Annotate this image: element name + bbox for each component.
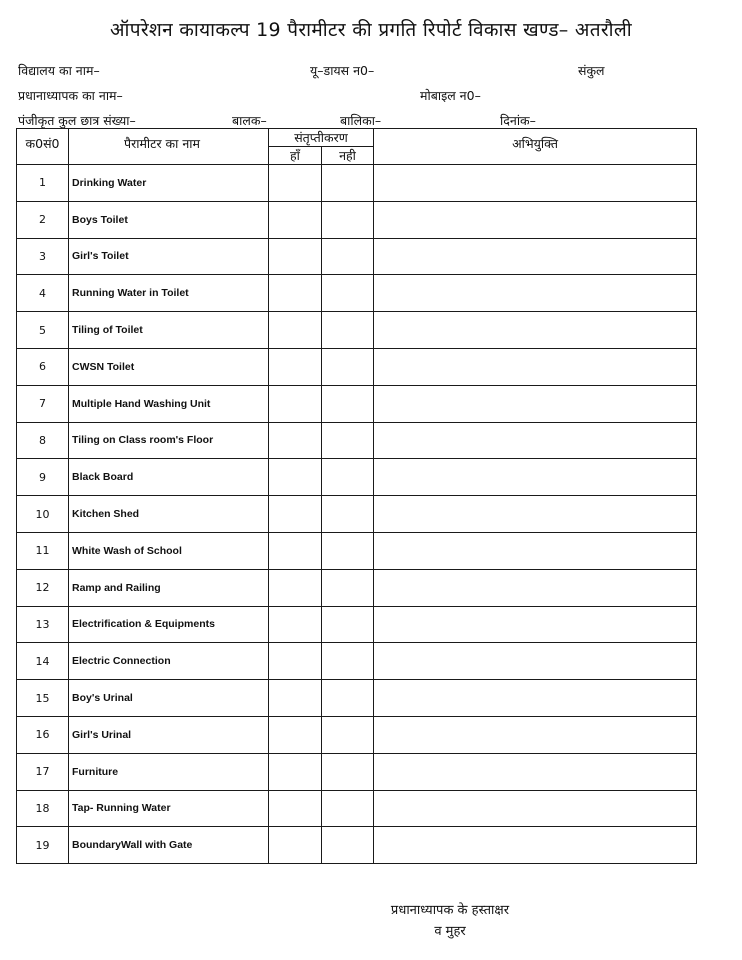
parameter-name-cell: Multiple Hand Washing Unit xyxy=(69,385,269,422)
serial-number-cell: 9 xyxy=(17,459,69,496)
no-cell[interactable] xyxy=(322,165,374,202)
serial-number-cell: 3 xyxy=(17,238,69,275)
serial-number-cell: 2 xyxy=(17,201,69,238)
table-row xyxy=(17,312,697,349)
parameter-name-cell: Electrification & Equipments xyxy=(69,606,269,643)
no-header: नही xyxy=(322,147,374,165)
serial-number-cell: 7 xyxy=(17,385,69,422)
table-row xyxy=(17,753,697,790)
no-cell[interactable] xyxy=(322,422,374,459)
remarks-cell[interactable] xyxy=(374,606,697,643)
yes-cell[interactable] xyxy=(269,827,322,864)
parameter-name-cell: Girl's Urinal xyxy=(69,716,269,753)
remarks-cell[interactable] xyxy=(374,716,697,753)
parameter-name-cell: White Wash of School xyxy=(69,532,269,569)
remarks-cell[interactable] xyxy=(374,165,697,202)
table-row xyxy=(17,606,697,643)
table-row xyxy=(17,165,697,202)
yes-cell[interactable] xyxy=(269,459,322,496)
table-row xyxy=(17,569,697,606)
table-row xyxy=(17,827,697,864)
parameter-name-cell: Tiling on Class room's Floor xyxy=(69,422,269,459)
total-students-label: पंजीकृत कुल छात्र संख्या– xyxy=(18,113,136,128)
signature-label: प्रधानाध्यापक के हस्ताक्षर xyxy=(390,903,510,918)
remarks-cell[interactable] xyxy=(374,496,697,533)
remarks-cell[interactable] xyxy=(374,827,697,864)
yes-cell[interactable] xyxy=(269,716,322,753)
sankul-label: संकुल xyxy=(578,63,605,78)
remarks-cell[interactable] xyxy=(374,312,697,349)
serial-header: क0सं0 xyxy=(17,129,69,165)
no-cell[interactable] xyxy=(322,716,374,753)
yes-cell[interactable] xyxy=(269,606,322,643)
no-cell[interactable] xyxy=(322,238,374,275)
parameter-table xyxy=(16,128,697,864)
table-row xyxy=(17,275,697,312)
udise-label: यू–डायस न0– xyxy=(310,63,375,78)
remarks-cell[interactable] xyxy=(374,680,697,717)
serial-number-cell: 16 xyxy=(17,716,69,753)
serial-number-cell: 4 xyxy=(17,275,69,312)
yes-cell[interactable] xyxy=(269,312,322,349)
mobile-label: मोबाइल न0– xyxy=(420,88,481,103)
table-row xyxy=(17,716,697,753)
school-name-label: विद्यालय का नाम– xyxy=(18,63,100,78)
parameter-name-cell: Drinking Water xyxy=(69,165,269,202)
girls-label: बालिका– xyxy=(340,113,382,128)
serial-number-cell: 19 xyxy=(17,827,69,864)
parameter-name-cell: Electric Connection xyxy=(69,643,269,680)
no-cell[interactable] xyxy=(322,275,374,312)
serial-number-cell: 8 xyxy=(17,422,69,459)
no-cell[interactable] xyxy=(322,496,374,533)
yes-cell[interactable] xyxy=(269,790,322,827)
serial-number-cell: 12 xyxy=(17,569,69,606)
parameter-name-cell: Kitchen Shed xyxy=(69,496,269,533)
table-row xyxy=(17,532,697,569)
yes-cell[interactable] xyxy=(269,422,322,459)
no-cell[interactable] xyxy=(322,312,374,349)
serial-number-cell: 18 xyxy=(17,790,69,827)
table-row xyxy=(17,201,697,238)
yes-cell[interactable] xyxy=(269,532,322,569)
table-row xyxy=(17,238,697,275)
remarks-cell[interactable] xyxy=(374,348,697,385)
no-cell[interactable] xyxy=(322,348,374,385)
remarks-cell[interactable] xyxy=(374,238,697,275)
remarks-cell[interactable] xyxy=(374,422,697,459)
remarks-cell[interactable] xyxy=(374,532,697,569)
serial-number-cell: 11 xyxy=(17,532,69,569)
table-row xyxy=(17,422,697,459)
table-row xyxy=(17,459,697,496)
remarks-header: अभियुक्ति xyxy=(374,129,697,165)
yes-cell[interactable] xyxy=(269,753,322,790)
remarks-cell[interactable] xyxy=(374,385,697,422)
remarks-cell[interactable] xyxy=(374,643,697,680)
yes-cell[interactable] xyxy=(269,643,322,680)
parameter-name-cell: Black Board xyxy=(69,459,269,496)
no-cell[interactable] xyxy=(322,459,374,496)
table-row xyxy=(17,348,697,385)
remarks-cell[interactable] xyxy=(374,569,697,606)
no-cell[interactable] xyxy=(322,569,374,606)
yes-cell[interactable] xyxy=(269,165,322,202)
table-row xyxy=(17,643,697,680)
no-cell[interactable] xyxy=(322,385,374,422)
parameter-header: पैरामीटर का नाम xyxy=(69,129,269,165)
remarks-cell[interactable] xyxy=(374,753,697,790)
serial-number-cell: 13 xyxy=(17,606,69,643)
date-label: दिनांक– xyxy=(500,113,536,128)
parameter-name-cell: Ramp and Railing xyxy=(69,569,269,606)
remarks-cell[interactable] xyxy=(374,201,697,238)
serial-number-cell: 17 xyxy=(17,753,69,790)
no-cell[interactable] xyxy=(322,532,374,569)
table-row xyxy=(17,385,697,422)
headmaster-label: प्रधानाध्यापक का नाम– xyxy=(18,88,123,103)
serial-number-cell: 10 xyxy=(17,496,69,533)
parameter-name-cell: Tiling of Toilet xyxy=(69,312,269,349)
boys-label: बालक– xyxy=(232,113,267,128)
parameter-name-cell: Tap- Running Water xyxy=(69,790,269,827)
serial-number-cell: 6 xyxy=(17,348,69,385)
parameter-name-cell: CWSN Toilet xyxy=(69,348,269,385)
serial-number-cell: 14 xyxy=(17,643,69,680)
parameter-name-cell: Boy's Urinal xyxy=(69,680,269,717)
parameter-name-cell: Girl's Toilet xyxy=(69,238,269,275)
no-cell[interactable] xyxy=(322,753,374,790)
table-body xyxy=(17,165,697,864)
yes-cell[interactable] xyxy=(269,680,322,717)
parameter-name-cell: Running Water in Toilet xyxy=(69,275,269,312)
table-row xyxy=(17,790,697,827)
remarks-cell[interactable] xyxy=(374,459,697,496)
yes-cell[interactable] xyxy=(269,238,322,275)
no-cell[interactable] xyxy=(322,606,374,643)
yes-cell[interactable] xyxy=(269,275,322,312)
saturation-header: संतृप्तीकरण xyxy=(269,129,374,147)
yes-cell[interactable] xyxy=(269,496,322,533)
seal-label: व मुहर xyxy=(434,924,466,939)
yes-cell[interactable] xyxy=(269,348,322,385)
no-cell[interactable] xyxy=(322,643,374,680)
parameter-name-cell: Furniture xyxy=(69,753,269,790)
page-title: ऑपरेशन कायाकल्प 19 पैरामीटर की प्रगति रिपोर्ट विकास खण्ड– अतरौली xyxy=(110,19,632,41)
no-cell[interactable] xyxy=(322,201,374,238)
remarks-cell[interactable] xyxy=(374,790,697,827)
yes-header: हाँ xyxy=(269,147,322,165)
serial-number-cell: 5 xyxy=(17,312,69,349)
parameter-name-cell: BoundaryWall with Gate xyxy=(69,827,269,864)
serial-number-cell: 1 xyxy=(17,165,69,202)
table-row xyxy=(17,496,697,533)
no-cell[interactable] xyxy=(322,680,374,717)
no-cell[interactable] xyxy=(322,790,374,827)
serial-number-cell: 15 xyxy=(17,680,69,717)
no-cell[interactable] xyxy=(322,827,374,864)
yes-cell[interactable] xyxy=(269,201,322,238)
remarks-cell[interactable] xyxy=(374,275,697,312)
yes-cell[interactable] xyxy=(269,385,322,422)
table-row xyxy=(17,680,697,717)
parameter-name-cell: Boys Toilet xyxy=(69,201,269,238)
yes-cell[interactable] xyxy=(269,569,322,606)
